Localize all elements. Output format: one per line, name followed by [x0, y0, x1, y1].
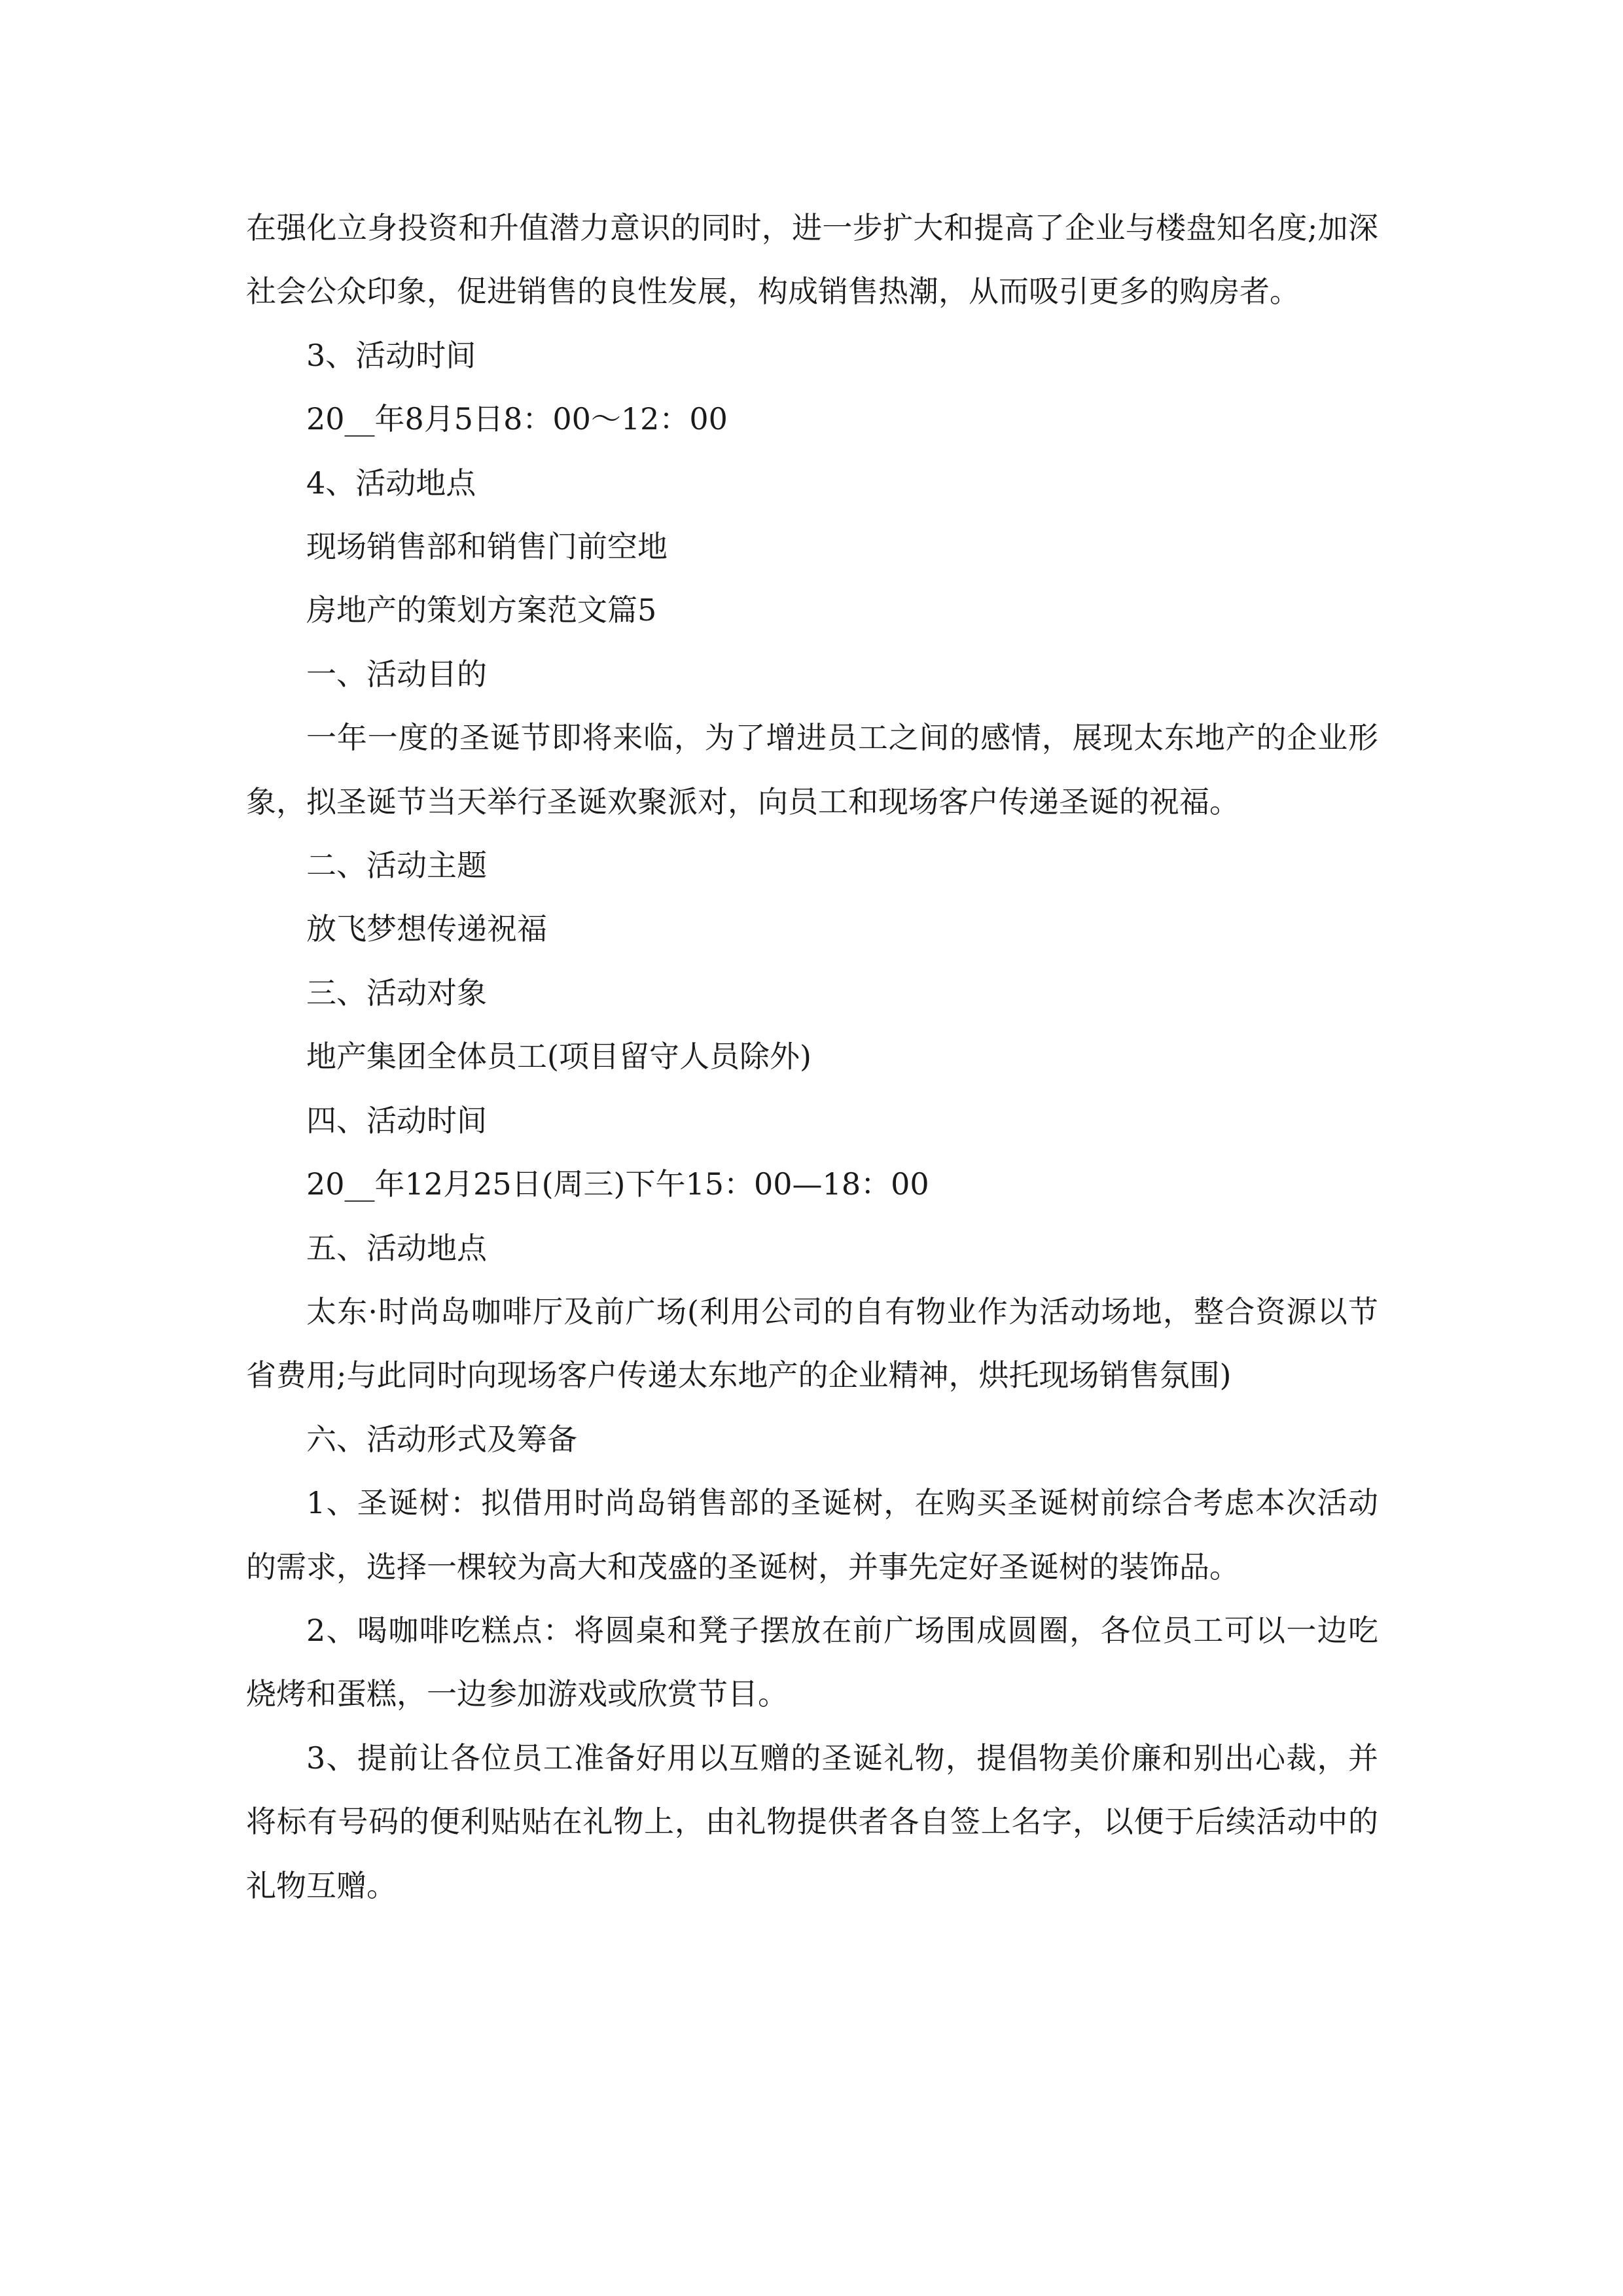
heading-activity-time: 3、活动时间 — [306, 337, 476, 373]
heading-location: 五、活动地点 — [306, 1230, 487, 1266]
heading-purpose: 一、活动目的 — [306, 656, 487, 692]
paragraph-coffee-snacks: 2、喝咖啡吃糕点：将圆桌和凳子摆放在前广场围成圆圈，各位员工可以一边吃烧烤和蛋糕，一边参加游戏或欣赏节目。 — [246, 1612, 1378, 1712]
heading-theme: 二、活动主题 — [306, 848, 487, 884]
paragraph-gift-exchange: 3、提前让各位员工准备好用以互赠的圣诞礼物，提倡物美价廉和别出心裁，并将标有号码的便利贴贴在礼物上，由礼物提供者各自签上名字，以便于后续活动中的礼物互赠。 — [246, 1740, 1378, 1903]
paragraph-audience: 地产集团全体员工(项目留守人员除外) — [306, 1039, 812, 1075]
heading-format-preparation: 六、活动形式及筹备 — [306, 1421, 577, 1457]
document-body — [246, 196, 1378, 1918]
heading-activity-location: 4、活动地点 — [306, 465, 476, 501]
paragraph-activity-time: 20__年8月5日8：00～12：00 — [306, 401, 728, 437]
paragraph-purpose: 一年一度的圣诞节即将来临，为了增进员工之间的感情，展现太东地产的企业形象，拟圣诞节当天举行圣诞欢聚派对，向员工和现场客户传递圣诞的祝福。 — [246, 720, 1378, 819]
section-title: 房地产的策划方案范文篇5 — [306, 592, 657, 628]
paragraph-location: 太东·时尚岛咖啡厅及前广场(利用公司的自有物业作为活动场地，整合资源以节省费用;与此同时向现场客户传递太东地产的企业精神，烘托现场销售氛围) — [246, 1293, 1378, 1393]
paragraph-intro-continuation: 在强化立身投资和升值潜力意识的同时，进一步扩大和提高了企业与楼盘知名度;加深社会公众印象，促进销售的良性发展，构成销售热潮，从而吸引更多的购房者。 — [246, 210, 1378, 310]
paragraph-activity-location: 现场销售部和销售门前空地 — [306, 529, 668, 565]
paragraph-theme: 放飞梦想传递祝福 — [306, 911, 547, 947]
heading-time: 四、活动时间 — [306, 1102, 487, 1138]
heading-audience: 三、活动对象 — [306, 975, 487, 1011]
paragraph-christmas-tree: 1、圣诞树：拟借用时尚岛销售部的圣诞树，在购买圣诞树前综合考虑本次活动的需求，选择一棵较为高大和茂盛的圣诞树，并事先定好圣诞树的装饰品。 — [246, 1485, 1378, 1585]
paragraph-time: 20__年12月25日(周三)下午15：00—18：00 — [306, 1166, 929, 1202]
